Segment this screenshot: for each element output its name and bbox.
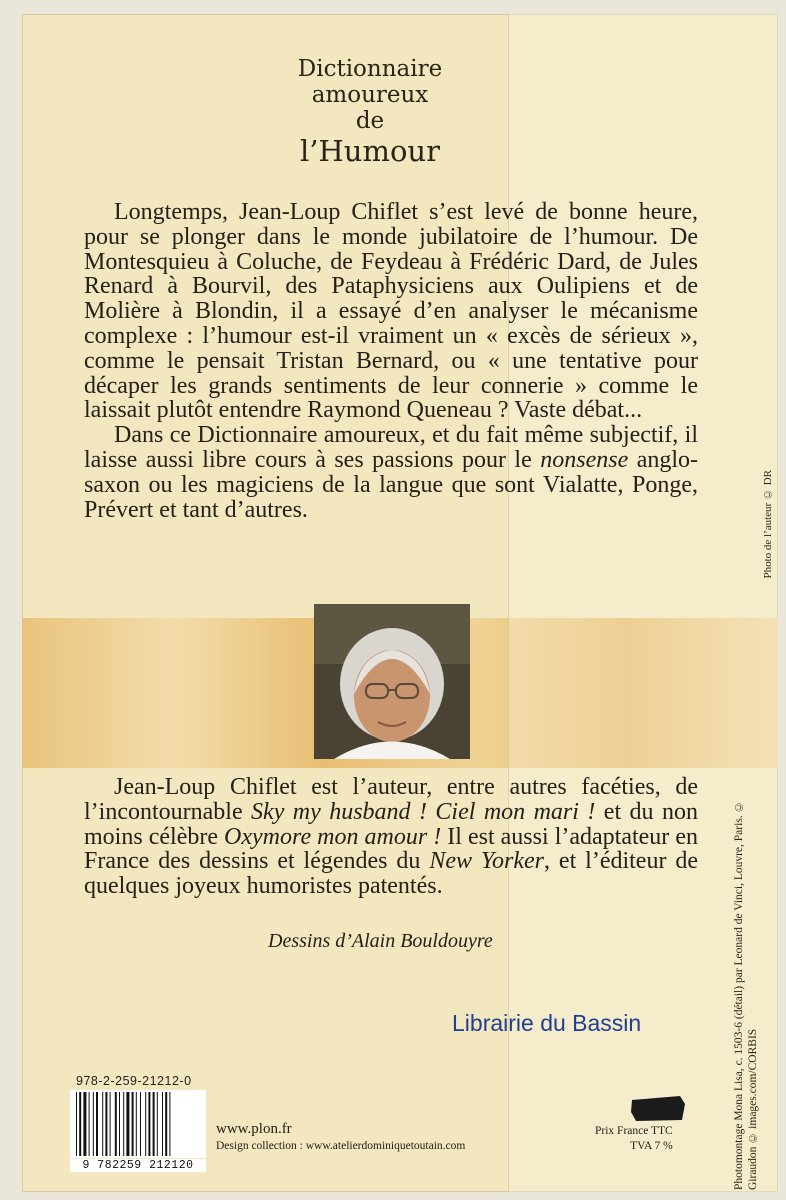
barcode-number: 9 782259 212120 [70, 1159, 206, 1172]
bookshop-stamp: Librairie du Bassin [452, 1010, 642, 1036]
photo-credit: Photo de l’auteur © DR [762, 470, 774, 579]
price-line-1: Prix France TTC [595, 1125, 673, 1137]
intro-text [84, 200, 698, 522]
publisher-website: www.plon.fr [216, 1121, 292, 1137]
title-line-2: amoureux [311, 82, 429, 108]
design-credit: Design collection : www.atelierdominiquetoutain.com [216, 1140, 466, 1152]
price-line-2: TVA 7 % [630, 1140, 673, 1152]
book-title [270, 56, 470, 168]
title-line-1: Dictionnaire [297, 56, 443, 82]
author-bio [84, 775, 698, 899]
bio-paragraph: Jean-Loup Chiflet est l’auteur, entre autres facéties, de l’incontournable Sky my husband ! Ciel mon mari ! et du non moins célèbre Oxymore mon amour ! Il est aussi l’adaptateur en France des dessins et légendes du New Yorker, et l’éditeur de quelques joyeux humoristes patentés. [84, 774, 699, 900]
intro-paragraph-2: Dans ce Dictionnaire amoureux, et du fait même subjectif, il laisse aussi libre cours à ses passions pour le nonsense anglo-saxon ou les magiciens de la langue que sont Vialatte, Ponge, Prévert et tant d’autres. [84, 422, 699, 523]
drawings-credit: Dessins d’Alain Bouldouyre [268, 930, 493, 952]
barcode [70, 1090, 206, 1158]
author-photo [314, 604, 470, 759]
price-sticker-mark [630, 1094, 686, 1122]
title-line-3: de [355, 108, 385, 134]
cover-image-credit: Photomontage Mona Lisa, c. 1503-6 (détail) par Leonard de Vinci, Louvre, Paris. © Giraudon © images.com/CORBIS [733, 800, 759, 1190]
price-label [595, 1124, 673, 1154]
intro-paragraph-1: Longtemps, Jean-Loup Chiflet s’est levé de bonne heure, pour se plonger dans le monde jubilatoire de l’humour. De Montesquieu à Coluche, de Feydeau à Frédéric Dard, de Jules Renard à Bourvil, des Pataphysiciens aux Oulipiens et de Molière à Blondin, il a essayé d’en analyser le mécanisme complexe : l’humour est-il vraiment un « excès de sérieux », comme le pensait Tristan Bernard, ou « une tentative pour décaper les grands sentiments de leur connerie » comme le laissait plutôt entendre Raymond Queneau ? Vaste débat... [84, 199, 698, 424]
isbn: 978-2-259-21212-0 [76, 1074, 192, 1088]
title-line-4: l’Humour [300, 134, 440, 168]
